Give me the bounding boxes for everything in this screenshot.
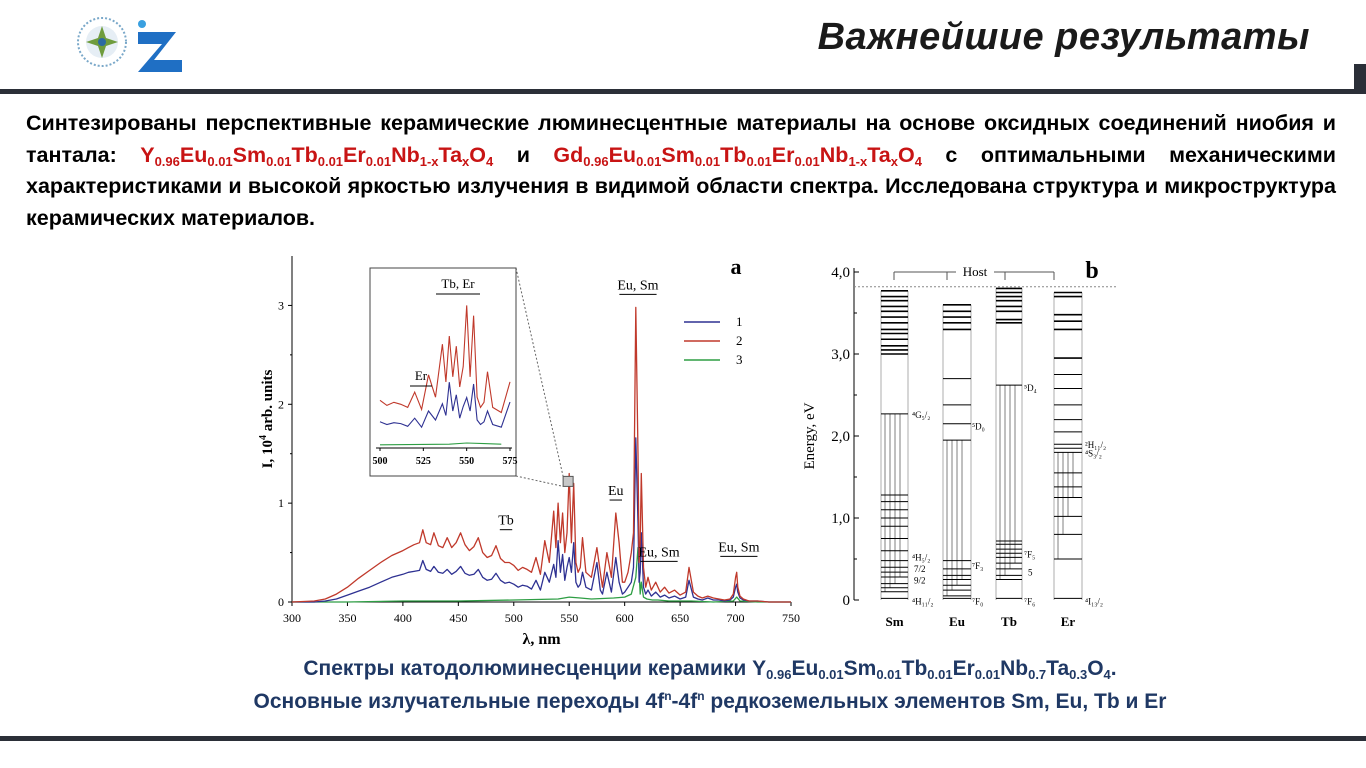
y-tick-label: 1 (278, 496, 284, 511)
level-term-label: ⁴I₁₃/₂ (1085, 596, 1104, 607)
formula-caption: $Y_{0.96}Eu_{0.01}Sm_{0.01}Tb_{0.01}Er_{0.01}Nb_{0.7}Ta_{0.3}O_4$ (752, 657, 1111, 682)
legend-label-1: 1 (736, 314, 743, 329)
y-axis-label: I, $10^4$ arb. units (258, 369, 276, 469)
x-axis-label: λ, nm (522, 631, 561, 648)
formula-gd-niobate: $Gd_{0.96}Eu_{0.01}Sm_{0.01}Tb_{0.01}Er_{0.01}Nb_{1-x}Ta_xO_4$ (553, 142, 922, 169)
level-term-label: ⁴H₁₁/₂ (912, 596, 934, 607)
x-tick-label: 450 (449, 611, 468, 625)
y-tick-label: 0 (842, 593, 850, 609)
x-tick-label: 750 (782, 611, 800, 625)
y-axis-label: Energy, eV (802, 402, 818, 470)
y-tick-label: 0 (278, 595, 284, 609)
caption-line-2: Основные излучательные переходы $4f^n-4f^n$ редкоземельных элементов Sm, Eu, Tb и Er (253, 689, 1167, 713)
energy-level-diagram (796, 250, 1126, 630)
level-term-label: ²H₁₁/₂ (1085, 440, 1107, 451)
peak-annotation: Tb (498, 513, 514, 529)
intro-conjunction: и (516, 142, 530, 167)
column-label-eu: Eu (949, 614, 965, 629)
inset-x-tick-label: 525 (415, 456, 431, 467)
intro-paragraph (26, 108, 1336, 234)
series-line-1 (292, 438, 791, 602)
caption-line-1: Спектры катодолюминесценции керамики $Y_{0.96}Eu_{0.01}Sm_{0.01}Tb_{0.01}Er_{0.01}Nb_{0.7}Ta_{0.3}O_4$. (303, 657, 1117, 682)
column-label-sm: Sm (885, 614, 904, 629)
y-tick-label: 2,0 (831, 429, 850, 445)
header-divider (0, 89, 1366, 94)
x-tick-label: 700 (726, 611, 745, 625)
level-term-label: ⁷F₃ (972, 560, 984, 571)
header-divider-end (1354, 64, 1366, 94)
legend-label-3: 3 (736, 352, 743, 367)
x-tick-label: 650 (671, 611, 690, 625)
x-tick-label: 300 (283, 611, 301, 625)
y-tick-label: 2 (278, 397, 284, 412)
inset-x-tick-label: 500 (372, 456, 388, 467)
peak-annotation: Eu, Sm (638, 545, 680, 561)
level-term-label: ⁴H₅/₂ (912, 552, 931, 563)
level-term-label: ⁷F₀ (972, 596, 984, 607)
level-term-label: 9/2 (914, 575, 926, 586)
y-tick-label: 1,0 (831, 511, 850, 527)
intro-text-1: Синтезированы перспективные керамические люминесцентные материалы на основе оксидных соединений ниобия и тантала: (26, 111, 1336, 167)
zoom-marker (563, 476, 573, 486)
y-tick-label: 3 (278, 298, 284, 313)
spectrum-chart (252, 248, 812, 652)
inset-x-tick-label: 575 (502, 456, 518, 467)
level-term-label: 5 (1028, 567, 1033, 578)
level-term-label: ⁵D₄ (1024, 383, 1037, 394)
inset-annotation: Er (414, 368, 428, 383)
inset-annotation: Tb, Er (441, 276, 475, 291)
x-tick-label: 600 (615, 611, 634, 625)
x-tick-label: 500 (504, 611, 523, 625)
column-label-er: Er (1060, 614, 1076, 629)
zoom-connector (516, 268, 563, 476)
peak-annotation: Eu (608, 484, 624, 500)
organization-logo (72, 10, 192, 74)
zoom-connector (516, 476, 563, 486)
y-tick-label: 4,0 (831, 265, 850, 281)
series-line-3 (292, 548, 791, 602)
column-label-tb: Tb (1001, 614, 1017, 629)
level-term-label: ⁷F₆ (1024, 596, 1036, 607)
panel-label-a: a (730, 254, 742, 279)
level-term-label: ⁴S₃/₂ (1085, 448, 1102, 459)
peak-annotation: Eu, Sm (617, 278, 659, 294)
x-tick-label: 400 (393, 611, 412, 625)
intro-text-2: с оптимальными механическими характеристиками и высокой яркостью излучения в видимой области спектра. Исследована структура и микроструктура керамических материалов. (26, 142, 1336, 230)
host-label: Host (962, 264, 988, 279)
legend-label-2: 2 (736, 333, 743, 348)
level-term-label: ⁵D₀ (972, 421, 985, 432)
peak-annotation: Eu, Sm (718, 540, 760, 556)
x-tick-label: 350 (338, 611, 357, 625)
x-tick-label: 550 (560, 611, 579, 625)
series-line-2 (292, 307, 791, 602)
formula-y-niobate: $Y_{0.96}Eu_{0.01}Sm_{0.01}Tb_{0.01}Er_{0.01}Nb_{1-x}Ta_xO_4$ (140, 142, 494, 169)
y-tick-label: 3,0 (831, 347, 850, 363)
inset-x-tick-label: 550 (459, 456, 475, 467)
level-term-label: ⁴G₅/₂ (912, 409, 931, 420)
level-term-label: ⁷F₅ (1024, 549, 1036, 560)
panel-label-b: b (1085, 258, 1099, 284)
page-title: Важнейшие результаты (817, 16, 1310, 58)
footer-divider (0, 736, 1366, 741)
level-term-label: 7/2 (914, 564, 926, 575)
